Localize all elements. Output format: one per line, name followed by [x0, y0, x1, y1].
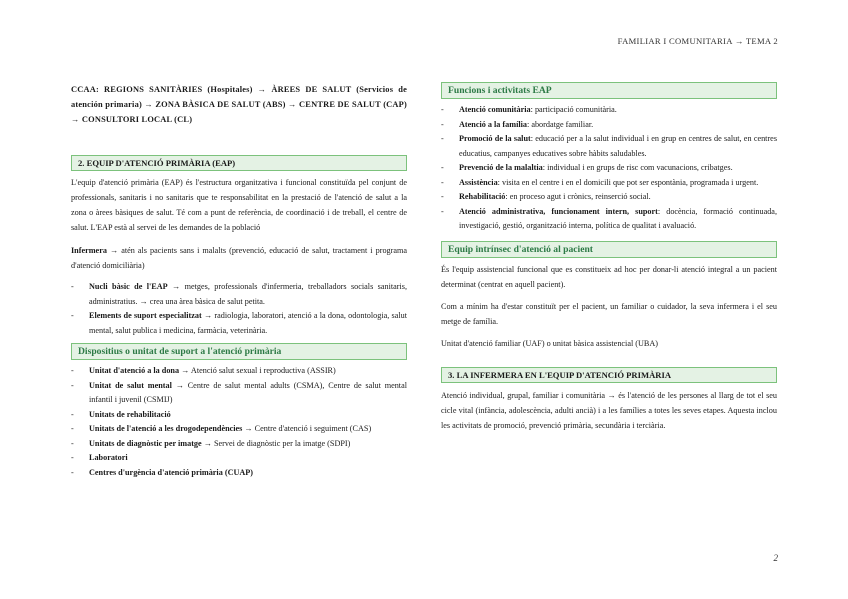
list-item	[71, 437, 407, 452]
list-item-bold: Rehabilitació	[459, 192, 506, 201]
eap-definition-paragraph: L'equip d'atenció primària (EAP) és l'estructura organitzativa i funcional constituïda pel conjunt de professionals, sanitaris i no sanitaris que te responsabilitat en la prestació de l'atenció de salut a la zona o àrees bàsiques de salut. Té com a punt de referència, de coordinació i de treball, el centre de salut. L'EAP està al servei de les demandes de la població	[71, 178, 407, 232]
list-item-bold: Unitat de salut mental	[89, 380, 172, 390]
running-header: FAMILIAR I COMUNITARIA → TEMA 2	[617, 36, 778, 46]
section-3-paragraph: Atenció individual, grupal, familiar i comunitària → és l'atenció de les persones al llarg de tot el seu cicle vital (infància, adolescència, adulti ancià) i a les famílies a totes les seves etapes. Aquesta inclou les activitats de promoció, prevenció primària, secundària i terciària.	[441, 390, 777, 430]
list-item-text: : educació per a la salut individual i en grup en centres de salut, en centres educatius, campanyes educatives sobre hàbits saludables.	[459, 134, 778, 158]
equip-paragraph-2: Com a mínim ha d'estar constituït per el pacient, un familiar o cuidador, la seva infermera i el seu metge de família.	[441, 301, 777, 326]
list-item-bold: Laboratori	[89, 453, 128, 462]
infermera-text: → atén als pacients sans i malalts (prevenció, educació de salut, tractament i programa d'atenció domiciliària)	[71, 246, 407, 270]
list-item	[71, 364, 407, 379]
list-item-text: : abordatge familiar.	[527, 119, 594, 129]
list-item-bold: Unitats de l'atenció a les drogodependències	[89, 424, 243, 433]
funcions-list	[441, 103, 777, 234]
list-item-bold: Assistència	[459, 177, 498, 187]
dispositius-heading: Dispositius o unitat de suport a l'atenció primària	[71, 343, 407, 360]
list-item-text: : visita en el centre i en el domicili que pot ser espontània, programada i urgent.	[497, 177, 759, 187]
hierarchy-title: CCAA: REGIONS SANITÀRIES (Hospitales) → ÀREES DE SALUT (Servicios de atención primaria) → ZONA BÀSICA DE SALUT (ABS) → CENTRE DE SALUT (CAP) → CONSULTORI LOCAL (CL)	[71, 85, 407, 124]
list-item	[71, 422, 407, 437]
list-item-bold: Promoció de la salut	[459, 134, 531, 143]
list-item	[441, 118, 777, 133]
left-column	[71, 82, 407, 480]
list-item-text: → Servei de diagnòstic per la imatge (SDPI)	[201, 438, 351, 448]
list-item-bold: Atenció administrativa, funcionament intern, suport	[459, 206, 658, 216]
funcions-heading: Funcions i activitats EAP	[441, 82, 777, 99]
list-item	[441, 161, 777, 176]
list-item	[441, 190, 777, 205]
list-item	[441, 132, 777, 161]
list-item-text: → Centre de salut mental adults (CSMA), Centre de salut mental infantil i juvenil (CSMIJ)	[89, 380, 407, 404]
page-number: 2	[773, 553, 778, 563]
dispositius-list	[71, 364, 407, 480]
nucli-list	[71, 280, 407, 338]
list-item-text: : en proceso agut i crònics, reinserció social.	[505, 192, 651, 201]
infermera-label: Infermera	[71, 246, 107, 255]
list-item-text: : participació comunitària.	[530, 105, 617, 114]
right-column	[441, 82, 777, 433]
list-item-bold: Nucli bàsic de l'EAP	[89, 282, 168, 291]
list-item	[71, 379, 407, 408]
list-item-bold: Unitat d'atenció a la dona	[89, 366, 180, 375]
list-item-bold: Centres d'urgència d'atenció primària (CUAP)	[89, 467, 254, 477]
equip-paragraph-3: Unitat d'atenció familiar (UAF) o unitat bàsica assistencial (UBA)	[441, 338, 659, 348]
list-item	[441, 103, 777, 118]
list-item-text: → Atenció salut sexual i reproductiva (ASSIR)	[179, 366, 336, 375]
list-item	[441, 176, 777, 191]
list-item-bold: Prevenció de la malaltia	[459, 163, 543, 172]
equip-intrinsec-heading: Equip intrínsec d'atenció al pacient	[441, 241, 777, 258]
list-item-bold: Elements de suport especialitzat	[89, 311, 202, 320]
list-item-text: → metges, professionals d'infermeria, treballadors socials sanitaris, administratius. → crea una àrea bàsica de salut petita.	[89, 282, 407, 306]
list-item	[71, 408, 407, 423]
list-item	[71, 280, 407, 309]
list-item-bold: Atenció comunitària	[459, 105, 531, 114]
infermera-paragraph	[71, 243, 407, 273]
equip-paragraph-1: És l'equip assistencial funcional que es constitueix ad hoc per donar-li atenció integral a un pacient determinat (centrat en aquell pacient).	[441, 264, 777, 289]
list-item	[71, 451, 407, 466]
list-item-text: → radiologia, laboratori, atenció a la dona, odontologia, salut mental, salut publica i medicina, farmàcia, veterinària.	[89, 311, 408, 335]
list-item	[71, 309, 407, 338]
section-2-heading: 2. EQUIP D'ATENCIÓ PRIMÀRIA (EAP)	[71, 155, 407, 171]
list-item-text: : individual i en grups de risc com vacunacions, cribatges.	[542, 163, 733, 172]
list-item	[71, 466, 407, 481]
list-item-text: : docència, formació continuada, investigació, gestió, organització interna, política de qualitat i avaluació.	[459, 206, 777, 230]
list-item-bold: Atenció a la família	[459, 119, 527, 129]
list-item-bold: Unitats de rehabilitació	[89, 409, 171, 419]
list-item-bold: Unitats de diagnòstic per imatge	[89, 438, 202, 448]
list-item-text: → Centre d'atenció i seguiment (CAS)	[242, 424, 372, 433]
list-item	[441, 205, 777, 234]
section-3-heading: 3. LA INFERMERA EN L'EQUIP D'ATENCIÓ PRIMÀRIA	[441, 367, 777, 383]
